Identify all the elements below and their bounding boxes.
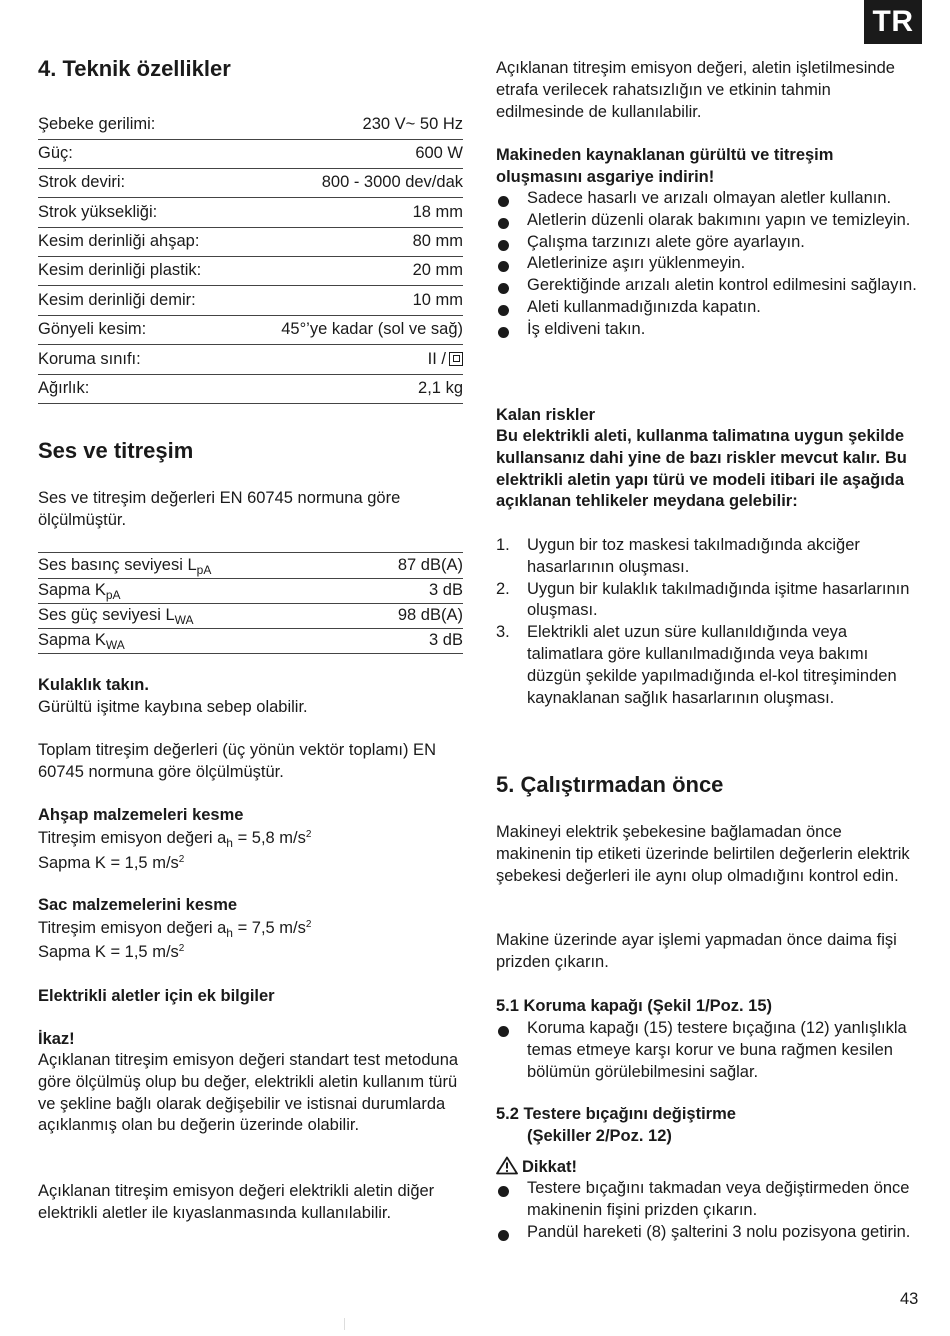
metal-uncertainty: Sapma K = 1,5 $m/s^2$ (38, 943, 185, 961)
compare-text: Açıklanan titreşim emisyon değeri elektrikli aletin diğer elektrikli aletler ile kıyaslanmasında kullanılabilir. (38, 1182, 435, 1222)
spec-row (38, 374, 463, 404)
spec-label: Güç: (38, 143, 73, 162)
section-5-2-subtitle: (Şekiller 2/Poz. 12) (527, 1127, 672, 1145)
intro-text: Açıklanan titreşim emisyon değeri, aletin işletilmesinde etrafa verilecek rahatsızlığın ve etkinin tahmin edilmesinde de kullanılabilir. (496, 59, 895, 121)
sound-row (38, 603, 463, 629)
list-item: Pandül hareketi (8) şalterini 3 nolu pozisyona getirin. (496, 1222, 921, 1244)
spec-row (38, 139, 463, 169)
vibration-intro: Toplam titreşim değerleri (üç yönün vektör toplamı) EN 60745 normuna göre ölçülmüştür. (38, 741, 436, 781)
sound-label: Ses güç seviyesi $L_{WA}$ (38, 605, 194, 627)
spec-label: Kesim derinliği plastik: (38, 260, 202, 279)
list-item: Gerektiğinde arızalı aletin kontrol edilmesini sağlayın. (496, 275, 921, 297)
minimize-list (496, 188, 921, 341)
sound-value: 3 dB (429, 630, 463, 649)
sound-row (38, 552, 463, 579)
spec-row (38, 110, 463, 140)
minimize-title: Makineden kaynaklanan gürültü ve titreşim oluşmasını asgariye indirin! (496, 146, 834, 186)
divider (344, 1318, 345, 1330)
section-4-title: 4. Teknik özellikler (38, 56, 231, 81)
spec-value: II / (428, 349, 463, 371)
caution-list (496, 1178, 921, 1243)
section-5-para-2: Makine üzerinde ayar işlemi yapmadan önce daima fişi prizden çıkarın. (496, 931, 897, 971)
bullet-icon (498, 261, 509, 272)
language-badge: TR (864, 0, 922, 44)
risk-list (496, 535, 921, 709)
list-item: Testere bıçağını takmadan veya değiştirmeden önce makinenin fişini prizden çıkarın. (496, 1178, 921, 1222)
bullet-icon (498, 240, 509, 251)
wood-title: Ahşap malzemeleri kesme (38, 806, 244, 824)
list-item: İş eldiveni takın. (496, 319, 921, 341)
bullet-icon (498, 283, 509, 294)
wood-uncertainty: Sapma K = 1,5 $m/s^2$ (38, 854, 185, 872)
spec-value: 600 W (415, 143, 463, 162)
spec-label: Şebeke gerilimi: (38, 114, 156, 133)
spec-value: 10 mm (412, 290, 463, 309)
list-item: 2. Uygun bir kulaklık takılmadığında işitme hasarlarının oluşması. (496, 579, 910, 620)
spec-value: 2,1 kg (418, 378, 463, 397)
bullet-icon (498, 1026, 509, 1037)
bullet-icon (498, 327, 509, 338)
bullet-icon (498, 196, 509, 207)
bullet-icon (498, 1230, 509, 1241)
sound-value: 3 dB (429, 580, 463, 599)
sound-label: Ses basınç seviyesi $L_{pA}$ (38, 555, 212, 577)
caution-title: Dikkat! (496, 1156, 921, 1179)
section-5-title: 5. Çalıştırmadan önce (496, 772, 724, 797)
spec-label: Kesim derinliği demir: (38, 290, 196, 309)
sound-intro: Ses ve titreşim değerleri EN 60745 normuna göre ölçülmüştür. (38, 489, 401, 529)
wood-vibration-value: Titreşim emisyon değeri $a_h = 5,8$ $m/s^2$ (38, 829, 312, 850)
spec-row (38, 286, 463, 316)
page-number: 43 (900, 1290, 919, 1308)
section-5-1-title: 5.1 Koruma kapağı (Şekil 1/Poz. 15) (496, 997, 773, 1015)
spec-label: Koruma sınıfı: (38, 349, 141, 368)
sound-section-title: Ses ve titreşim (38, 438, 194, 463)
spec-value: 18 mm (412, 202, 463, 221)
spec-label: Strok deviri: (38, 172, 126, 191)
warning-title: İkaz! (38, 1030, 75, 1048)
spec-value: 20 mm (412, 260, 463, 279)
metal-vibration-value: Titreşim emisyon değeri $a_h = 7,5$ $m/s^2$ (38, 919, 312, 940)
warning-text: Açıklanan titreşim emisyon değeri standart test metoduna göre ölçülmüş olup bu değer, elektrikli aletin kullanım türü ve şekline bağlı olarak değişebilir ve istisnai durumlarda açıklanmış olan bu değerin üzerinde olabilir. (38, 1051, 459, 1135)
spec-value: 230 V~ 50 Hz (362, 114, 463, 133)
spec-label: Ağırlık: (38, 378, 90, 397)
sound-row (38, 578, 463, 604)
list-item: Koruma kapağı (15) testere bıçağına (12) yanlışlıkla temas etmeye karşı korur ve buna rağmen kesilen bölümün görülebilmesini sağlar. (496, 1018, 921, 1083)
list-item: Aletlerinize aşırı yüklenmeyin. (496, 253, 921, 275)
ear-protection-text: Gürültü işitme kaybına sebep olabilir. (38, 698, 308, 716)
section-5-2-title: 5.2 Testere bıçağını değiştirme (496, 1105, 736, 1123)
list-item: Aletlerin düzenli olarak bakımını yapın ve temizleyin. (496, 210, 921, 232)
section-5-1-list (496, 1018, 921, 1083)
spec-label: Strok yüksekliği: (38, 202, 158, 221)
sound-label: Sapma $K_{pA}$ (38, 580, 121, 602)
extra-info-title: Elektrikli aletler için ek bilgiler (38, 987, 275, 1005)
bullet-icon (498, 218, 509, 229)
list-item: 1. Uygun bir toz maskesi takılmadığında akciğer hasarlarının oluşması. (496, 536, 860, 576)
spec-label: Gönyeli kesim: (38, 319, 147, 338)
section-5-para-1: Makineyi elektrik şebekesine bağlamadan önce makinenin tip etiketi üzerinde belirtilen değerlerin elektrik şebekesi değerleri ile aynı olup olmadığını kontrol edin. (496, 823, 910, 885)
list-item: 3. Elektrikli alet uzun süre kullanıldığında veya talimatlara göre kullanılmadığında veya bakımı düzgün şekilde yapılmadığında el-kol titreşiminden kaynaklanan sağlık hasarlarının oluşması. (496, 623, 897, 707)
ear-protection-title: Kulaklık takın. (38, 676, 149, 694)
spec-row (38, 315, 463, 345)
list-item: Sadece hasarlı ve arızalı olmayan aletler kullanın. (496, 188, 921, 210)
spec-row (38, 256, 463, 286)
warning-triangle-icon (496, 1156, 518, 1175)
spec-label: Kesim derinliği ahşap: (38, 231, 200, 250)
list-item: Aleti kullanmadığınızda kapatın. (496, 297, 921, 319)
spec-row (38, 345, 463, 375)
risk-intro: Bu elektrikli aleti, kullanma talimatına uygun şekilde kullansanız dahi yine de bazı riskler mevcut kalır. Bu elektrikli aletin yapı türü ve modeli itibari ile aşağıda açıklanan tehlikeler meydana gelebilir: (496, 427, 907, 511)
sound-label: Sapma $K_{WA}$ (38, 630, 125, 652)
risk-title: Kalan riskler (496, 406, 596, 424)
protection-class-ii-icon (449, 352, 463, 366)
spec-row (38, 198, 463, 228)
spec-row (38, 168, 463, 198)
sound-row (38, 628, 463, 654)
spec-value: 80 mm (412, 231, 463, 250)
spec-row (38, 227, 463, 257)
sound-value: 87 dB(A) (397, 555, 463, 574)
list-item: Çalışma tarzınızı alete göre ayarlayın. (496, 232, 921, 254)
metal-title: Sac malzemelerini kesme (38, 896, 238, 914)
bullet-icon (498, 1186, 509, 1197)
sound-value: 98 dB(A) (397, 605, 463, 624)
spec-value: 45°’ye kadar (sol ve sağ) (281, 319, 463, 338)
spec-value: 800 - 3000 dev/dak (321, 172, 463, 191)
bullet-icon (498, 305, 509, 316)
